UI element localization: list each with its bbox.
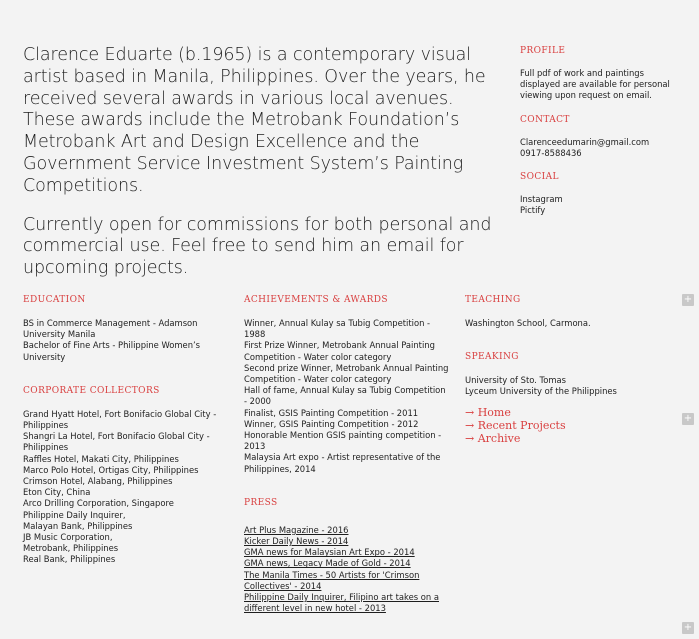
list-item: Malayan Bank, Philippines xyxy=(23,520,133,531)
speaking-heading: SPEAKING xyxy=(465,352,519,363)
press-list xyxy=(244,525,451,615)
intro-paragraph: Clarence Eduarte (b.1965) is a contemporary visual artist based in Manila, Philippines. Over the years, he received several awards in various local avenues. These awards include the Metrobank Foundation’s Metrobank Art and Design Excellence and the Government Service Investment System’s Painting Competitions. xyxy=(23,45,486,196)
press-link[interactable]: The Manila Times - 50 Artists for 'Crimson Collectives' - 2014 xyxy=(244,569,420,591)
list-item: First Prize Winner, Metrobank Annual Painting Competition - Water color category xyxy=(244,340,435,362)
list-item: Winner, Annual Kulay sa Tubig Competition - 1988 xyxy=(244,318,431,340)
list-item: Honorable Mention GSIS painting competition - 2013 xyxy=(244,430,442,452)
list-item: Arco Drilling Corporation, Singapore xyxy=(23,498,174,509)
profile-heading: PROFILE xyxy=(520,46,566,56)
social-link-pictify[interactable]: Pictify xyxy=(520,205,546,216)
education-list xyxy=(23,318,228,363)
list-item: Grand Hyatt Hotel, Fort Bonifacio Global City - Philippines xyxy=(23,408,217,431)
teaching-list xyxy=(465,318,675,329)
contact-block xyxy=(520,114,682,159)
corporate-collectors-list xyxy=(23,409,228,566)
list-item: Finalist, GSIS Painting Competition - 2011 xyxy=(244,407,419,418)
list-item: JB Music Corporation, xyxy=(23,532,113,543)
press-heading: PRESS xyxy=(244,497,278,508)
intro-paragraph: Currently open for commissions for both personal and commercial use. Feel free to send him an email for upcoming projects. xyxy=(23,214,492,279)
intro-section xyxy=(23,45,503,297)
press-link[interactable]: Kicker Daily News - 2014 xyxy=(244,536,349,547)
education-heading: EDUCATION xyxy=(23,295,86,305)
press-link[interactable]: GMA news for Malaysian Art Expo - 2014 xyxy=(244,547,415,558)
list-item: Lyceum University of the Philippines xyxy=(465,386,617,397)
list-item: Crimson Hotel, Alabang, Philippines xyxy=(23,476,173,487)
site-nav xyxy=(465,406,675,445)
expand-plus-icon[interactable]: + xyxy=(683,294,693,305)
list-item: Winner, GSIS Painting Competition - 2012 xyxy=(244,418,419,429)
press-link[interactable]: GMA news, Legacy Made of Gold - 2014 xyxy=(244,558,411,569)
speaking-list xyxy=(465,375,675,397)
expand-plus-icon[interactable]: + xyxy=(683,622,693,633)
info-sidebar xyxy=(520,45,682,228)
list-item: Bachelor of Fine Arts - Philippine Women’s University xyxy=(23,340,201,362)
list-item: Philippine Daily Inquirer, xyxy=(23,509,126,520)
list-item: BS in Commerce Management - Adamson University Manila xyxy=(23,318,198,340)
nav-link-home[interactable]: → Home xyxy=(465,405,511,419)
list-item: University of Sto. Tomas xyxy=(465,375,567,386)
profile-text: Full pdf of work and paintings displayed are available for personal viewing upon request on email. xyxy=(520,68,670,101)
profile-block xyxy=(520,45,682,102)
corporate-collectors-heading: CORPORATE COLLECTORS xyxy=(23,385,160,396)
social-link-instagram[interactable]: Instagram xyxy=(520,194,563,205)
column-middle xyxy=(244,294,451,636)
list-item: Malaysia Art expo - Artist representative of the Philippines, 2014 xyxy=(244,452,441,474)
list-item: Eton City, China xyxy=(23,487,91,498)
social-block xyxy=(520,171,682,216)
list-item: Washington School, Carmona. xyxy=(465,318,591,328)
list-item: Hall of fame, Annual Kulay sa Tubig Competition - 2000 xyxy=(244,385,446,407)
column-right xyxy=(465,294,675,445)
nav-link-recent-projects[interactable]: → Recent Projects xyxy=(465,418,566,432)
list-item: Shangri La Hotel, Fort Bonifacio Global City - Philippines xyxy=(23,431,210,453)
list-item: Real Bank, Philippines xyxy=(23,554,116,565)
list-item: Raffles Hotel, Makati City, Philippines xyxy=(23,453,179,464)
achievements-list xyxy=(244,318,451,475)
nav-link-archive[interactable]: → Archive xyxy=(465,431,521,445)
social-heading: SOCIAL xyxy=(520,172,559,183)
press-link[interactable]: Art Plus Magazine - 2016 xyxy=(244,524,349,535)
list-item: Marco Polo Hotel, Ortigas City, Philippines xyxy=(23,464,199,475)
expand-plus-icon[interactable]: + xyxy=(683,413,693,424)
list-item: Metrobank, Philippines xyxy=(23,543,119,554)
teaching-heading: TEACHING xyxy=(465,295,521,305)
press-link[interactable]: Philippine Daily Inquirer, Filipino art takes on a different level in new hotel - 2013 xyxy=(244,592,439,614)
contact-phone: 0917-8588436 xyxy=(520,147,582,158)
contact-email-link[interactable]: Clarenceedumarin@gmail.com xyxy=(520,136,650,147)
achievements-heading: ACHIEVEMENTS & AWARDS xyxy=(244,295,388,305)
column-left xyxy=(23,294,228,588)
list-item: Second prize Winner, Metrobank Annual Painting Competition - Water color category xyxy=(244,362,449,385)
contact-heading: CONTACT xyxy=(520,114,570,125)
